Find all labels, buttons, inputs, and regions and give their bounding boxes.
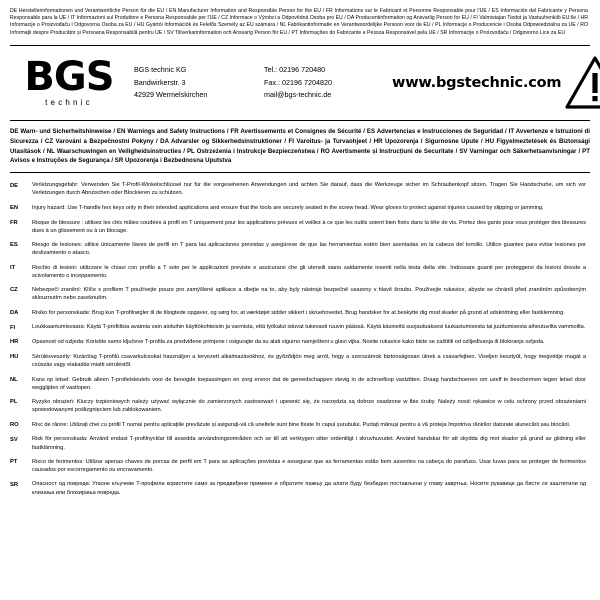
company-fax: Fax.: 02196 7204820 <box>264 77 332 87</box>
company-address <box>128 64 264 102</box>
logo-wordmark: BGS <box>24 54 114 101</box>
company-website[interactable]: www.bgstechnic.com <box>392 74 562 91</box>
company-tel: Tel.: 02196 720480 <box>264 64 326 74</box>
list-item <box>10 338 590 347</box>
instruction-text: Ryzyko obrażeń: Kluczy trzpieniowych należy używać wyłącznie do zamierzonych zastosowań i upewnić się, że narzędzia są dobrze osadzone w łbie śruby. Należy nosić rękawice w celu ochrony przed obrażeniami spowodowanymi poślizgnięciem lub zablokowaniem. <box>32 399 586 414</box>
language-code: FI <box>10 324 16 331</box>
company-name: BGS technic KG <box>134 64 187 74</box>
instruction-text: Risk för personskada: Använd endast T-profilnycklar till avsedda användningsområden och se till att verktygen sitter ordentligt i skruvhuvudet. Använd handskar för att skydda dig mot skador på grund av glidning eller fastklämning. <box>32 436 586 451</box>
list-item <box>10 458 590 474</box>
language-code: HU <box>10 354 19 361</box>
instruction-text: Nebezpečí zranění: Klíče s profilem T používejte pouze pro zamýšlené aplikace a dbejte na to, aby byly nástroje bezpečně usazeny v hlavě šroubu. Používejte rukavice, abyste se chránili před zraněním způsobeným sklouznutím nebo zaseknutím. <box>32 287 586 302</box>
language-code: FR <box>10 219 18 226</box>
instruction-text: Sérülésveszély: Kizárólag T-profilú csavarkulcsokat használjon a tervezett alkalmazásokhoz, és győződjön meg arról, hogy a szerszámok biztonságosan ülnek a csavarfejben. Viseljen kesztyűt, hogy megvédje magát a csúszás vagy elakadás miatti sérüléstől. <box>32 354 586 369</box>
warning-triangle-icon <box>561 56 600 110</box>
language-code: PL <box>10 399 18 406</box>
bgs-logo <box>10 54 128 108</box>
language-code: SV <box>10 436 18 443</box>
instruction-text: Risc de rănire: Utilizați chei cu profil T numai pentru aplicațiile prevăzute și asigurați-vă că uneltele sunt bine fixate în capul șurubului. Purtați mănuși pentru a vă proteja împotriva rănirilor datorate alunecării sau blocării. <box>32 421 571 428</box>
logo-subtext: technic <box>45 98 93 108</box>
list-item <box>10 398 590 414</box>
language-code: RO <box>10 421 19 428</box>
list-item <box>10 435 590 451</box>
list-item <box>10 421 590 430</box>
language-code: CZ <box>10 287 18 294</box>
manufacturer-legal-note: DE Herstellerinformationen und Verantwortliche Person für die EU / EN Manufacturer Information and Responsible Person for the EU / FR Informations sur le Fabricant et Personne Responsable pour l'UE / ES Información del Fabricante y Persona Responsable para la UE / IT Informazioni sul Produttore e Persona Responsabile per l'UE / CZ Informace o Výrobci a Odpovědná Osoba pro EU / DA Producentinformation og Ansvarlig Person for EU / FI Valmistajan Tiedot ja Vastuuhenkilö EU:lle / HR Informacije o Proizvođaču i Odgovorna Osoba za EU / HU Gyártói Információk és Felelős Személy az EU számára / NL Fabrikantinformatie en Verantwoordelijke Persoon voor de EU / PL Informacje o Producencie i Osoba Odpowiedzialna za UE / RO Informații despre Producător și Persoana Responsabilă pentru UE / SV Tillverkarinformation och Ansvarig Person för EU / PT Informações do Fabricante e Pessoa Responsável pela UE / SR Informacije o Proizvođaču i Odgovorno Lice za EU <box>10 8 588 36</box>
company-contact <box>264 64 392 102</box>
list-item <box>10 219 590 235</box>
company-info-band <box>10 45 590 121</box>
list-item <box>10 286 590 302</box>
list-item <box>10 204 590 213</box>
language-code: IT <box>10 264 16 271</box>
list-item <box>10 480 590 496</box>
instruction-text: Risque de blessure : utilisez les clés mâles coudées à profil en T uniquement pour les applications prévues et veillez à ce que les outils soient bien fixés dans la tête de vis. Portez des gants pour vous protéger des blessures dues à un glissement ou à un blocage. <box>32 219 586 234</box>
instruction-text: Injury hazard: Use T-handle hex keys only in their intended applications and ensure that the tools are securely seated in the screw head. Wear gloves to protect against injuries caused by slipping or jamming. <box>32 204 544 211</box>
list-item <box>10 241 590 257</box>
instruction-text: Risco de ferimentos: Utilizar apenas chaves de porcas de perfil em T para as aplicações previstas e assegurar que as ferramentas estão bem assentes na cabeça do parafuso. Usar luvas para se proteger de ferimentos causados por escorregamento ou encravamento. <box>32 458 586 474</box>
language-code: ES <box>10 242 18 249</box>
list-item <box>10 323 590 332</box>
list-item <box>10 376 590 392</box>
language-code: DE <box>10 182 19 189</box>
instruction-text: Opasnost od ozljeda: Koristite samo ključeve T-profila za predviđene primjene i osigurajte da su alati sigurno namješteni u glavi vijka. Nosite rukavice kako biste se zaštitili od ozlijeđivanja ili blokiranja ozljeda. <box>32 339 545 346</box>
instruction-text: Kans op letsel: Gebruik alleen T-profielsleutels voor de beoogde toepassingen en zorg ervoor dat de gereedschappen stevig in de schroefkop vastzitten. Draag handschoenen om uzelf te beschermen tegen letsel door wegglijden of vastlopen. <box>32 376 586 391</box>
instruction-text: Verletzungsgefahr: Verwenden Sie T-Profil-Winkelschlüssel nur für die vorgesehenen Anwendungen und achten Sie darauf, dass die Werkzeuge sicher im Schraubenkopf sitzen. Tragen Sie Handschuhe, um sich vor Verletzungen durch Abrutschen oder Blockieren zu schützen. <box>32 182 586 197</box>
list-item <box>10 264 590 280</box>
language-code: DA <box>10 309 19 316</box>
language-code: HR <box>10 339 19 346</box>
instruction-text: Risiko for personskade: Brug kun T-profilnøgler til de tilsigtede opgaver, og sørg for, at værktøjet sidder sikkert i skruehovedet. Brug handsker for at beskytte dig mod skader på grund af udskridning eller fastklemning. <box>32 309 565 316</box>
language-code: EN <box>10 205 19 211</box>
company-city: 42929 Wermelskirchen <box>134 90 208 100</box>
instruction-text: Riesgo de lesiones: utilice únicamente llaves de perfil en T para las aplicaciones previstas y asegúrese de que las herramientas estén bien asentadas en la cabeza del tornillo. Utilice guantes para evitar lesiones por deslizamiento o atasco. <box>32 242 586 257</box>
company-street: Bandwirkerstr. 3 <box>134 77 186 87</box>
list-item <box>10 181 590 197</box>
instruction-text: Опасност од повреда: Угаоне кључеве T-профила користите само за предвиђене примене и обратите пажњу да алати буду безбедно постављени у главу завртња. Носите рукавице да бисте се заштитили од клизања или блокирања повреда. <box>32 481 586 496</box>
language-code: SR <box>10 481 19 488</box>
instruction-text: Loukkaantumisvaara: Käytä T-profiilisia avaimia vain aiotuihin käyttökohteisiin ja varmista, että työkalut istuvat tukevasti ruuvin päässä. Käytä käsineitä suojautuaksesi luukastumisesta tai juuttumisesta aiheutuvilta vammoilta. <box>32 324 586 331</box>
safety-title-multilingual: DE Warn- und Sicherheitshinweise / EN Warnings and Safety Instructions / FR Avertissements et Consignes de Sécurité / ES Advertencias e Instrucciones de Seguridad / IT Avvertenze e Istruzioni di Sicurezza / CZ Varování a Bezpečnostní Pokyny / DA Advarsler og Sikkerhedsinstruktioner / FI Varoitus- ja Turvaohjeet / HR Upozorenja i Sigurnosne Upute / HU Figyelmeztetések és Biztonsági Utasítások / NL Waarschuwingen en Veiligheidsinstructies / PL Ostrzeżenia i Instrukcje Bezpieczeństwa / RO Avertismente și Instrucțiuni de Securitate / SV Varningar och Säkerhetsanvisningar / PT Avisos e Instruções de Segurança / SR Upozorenja i Bezbednosna Uputstva <box>10 127 590 173</box>
language-code: NL <box>10 376 18 383</box>
instruction-list <box>10 180 590 496</box>
instruction-text: Rischio di lesioni: utilizzare le chiavi con profilo a T solo per le applicazioni previste e assicurarsi che gli utensili siano saldamente inseriti nella testa della vite. Indossare guanti per proteggersi da lesioni dovute a scivolamento o inceppamento. <box>32 264 586 279</box>
list-item <box>10 309 590 318</box>
list-item <box>10 353 590 369</box>
language-code: PT <box>10 459 18 466</box>
company-email[interactable]: mail@bgs-technic.de <box>264 90 332 100</box>
